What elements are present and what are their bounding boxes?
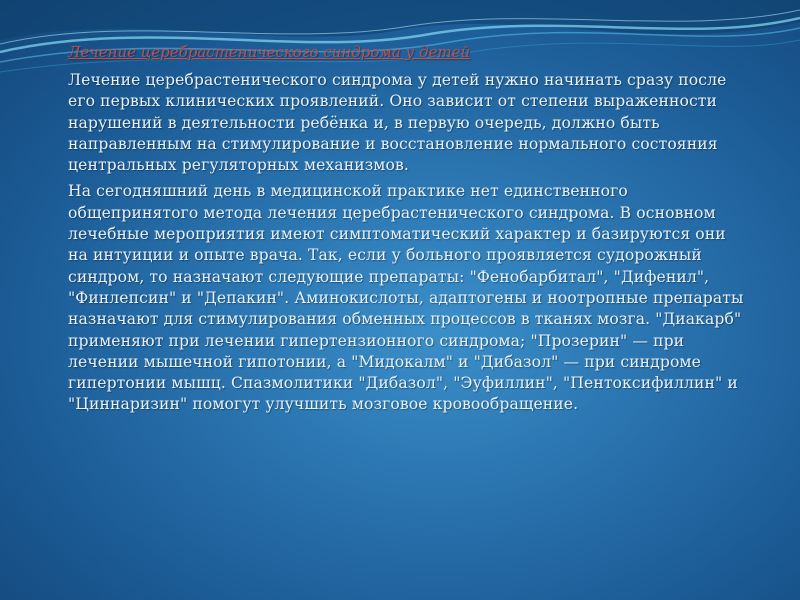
paragraph-1: Лечение церебрастенического синдрома у детей нужно начинать сразу после его первых клинических проявлений. Оно зависит от степени выраженности нарушений в деятельности ребёнка и, в первую очередь, должно быть направленным на стимулирование и восстановление нормального состояния центральных регуляторных механизмов. [68,71,727,175]
paragraph-2: На сегодняшний день в медицинской практике нет единственного общепринятого метода лечения церебрастенического синдрома. В основном лечебные мероприятия имеют симптоматический характер и базируются они на интуиции и опыте врача. Так, если у больного проявляется судорожный синдром, то назначают следующие препараты: "Фенобарбитал", "Дифенил", "Финлепсин" и "Депакин". Аминокислоты, адаптогены и ноотропные препараты назначают для стимулирования обменных процессов в тканях мозга. "Диакарб" применяют при лечении гипертензионного синдрома; "Прозерин" — при лечении мышечной гипотонии, а "Мидокалм" и "Дибазол" — при синдроме гипертонии мышц. Спазмолитики "Дибазол", "Эуфиллин", "Пентоксифиллин" и "Циннаризин" помогут улучшить мозговое кровообращение. [68,182,744,414]
slide-title: Лечение церебрастенического синдрома у детей [68,43,471,61]
slide-body [68,70,750,421]
